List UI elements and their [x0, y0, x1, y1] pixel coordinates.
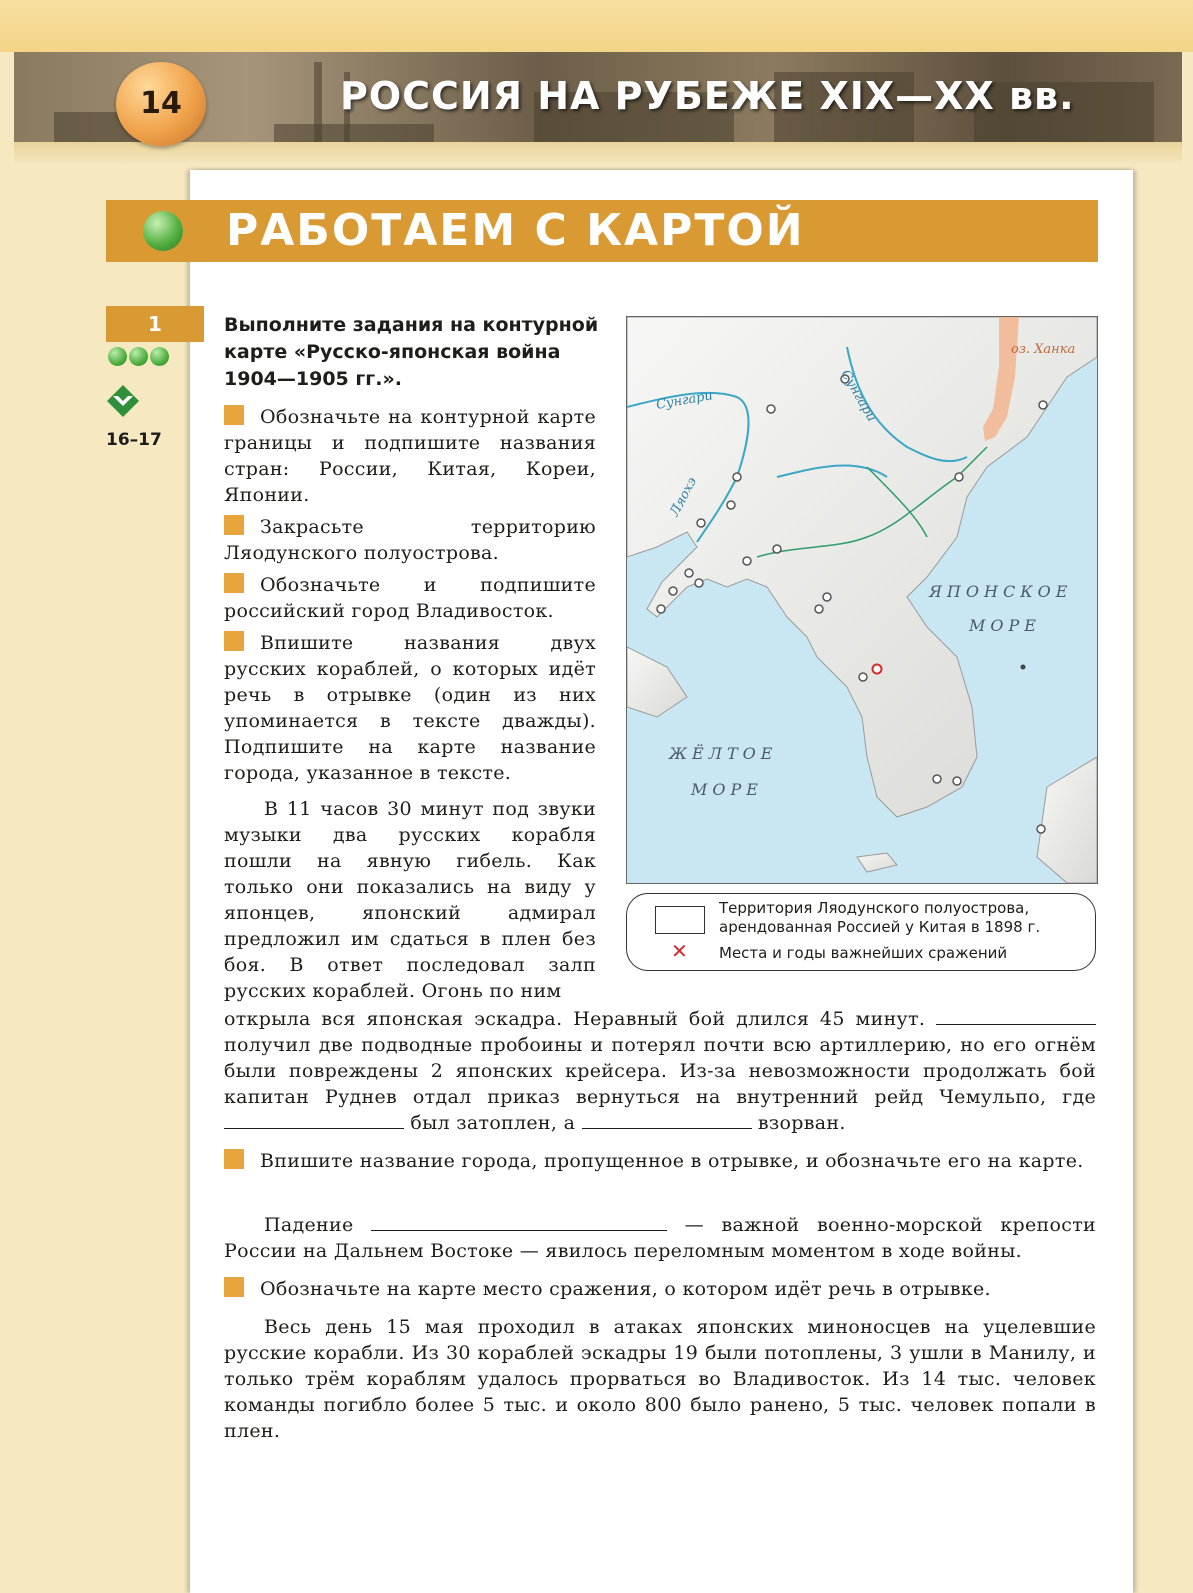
- task-item: Впишите названия двух русских кораблей, о которых идёт речь в отрывке (один из них упоминается в тексте дважды). Подпишите на карте название города, указанное в тексте.: [224, 632, 596, 784]
- page-reference-arrow-icon: [106, 384, 140, 418]
- city-marker: [859, 673, 867, 681]
- island-shape: [857, 853, 897, 872]
- top-strip: [0, 0, 1193, 52]
- square-bullet-icon: [224, 1149, 244, 1169]
- answer-blank-ship[interactable]: [224, 1114, 404, 1129]
- task-item: Впишите название города, пропущенное в отрывке, и обозначьте его на карте.: [224, 1148, 1096, 1174]
- legend-battles-label: Места и годы важнейших сражений: [719, 944, 1008, 962]
- task-intro: Выполните задания на контурной карте «Русско-японская война 1904—1905 гг.».: [224, 314, 599, 390]
- excerpt-3: Весь день 15 мая проходил в атаках японских миноносцев на уцелевшие русские корабли. Из 30 кораблей эскадры 19 были потоплены, 3 ушли в Манилу, и только трём кораблям удалось прорваться во Владивосток. Из 14 тыс. человек команды погибло более 5 тыс. и около 800 было ранено, 5 тыс. человек попали в плен.: [224, 1316, 1096, 1442]
- difficulty-dots: [108, 347, 171, 370]
- answer-blank-ship[interactable]: [582, 1114, 752, 1129]
- map-legend: [626, 893, 1096, 971]
- city-marker: [1037, 825, 1045, 833]
- task-item: Обозначьте на контурной карте границы и подпишите названия стран: России, Китая, Кореи, Японии.: [224, 406, 596, 506]
- city-marker: [697, 519, 705, 527]
- map-label-sea: МОРЕ: [969, 616, 1041, 635]
- city-marker: [743, 557, 751, 565]
- map-label-river: Ляохэ: [667, 474, 701, 519]
- difficulty-dot-icon: [129, 347, 148, 366]
- city-marker: [953, 777, 961, 785]
- task-number: 1: [106, 306, 204, 342]
- map-label-sea: ЯПОНСКОЕ: [929, 582, 1073, 601]
- difficulty-dot-icon: [150, 347, 169, 366]
- answer-blank-city[interactable]: [371, 1216, 667, 1231]
- square-bullet-icon: [224, 1277, 244, 1297]
- green-ball-icon: [143, 211, 183, 251]
- island-shape: [627, 647, 687, 717]
- city-marker: [815, 605, 823, 613]
- legend-territory-swatch: [655, 906, 705, 934]
- map-graphic: [627, 317, 1097, 883]
- city-marker: [773, 545, 781, 553]
- city-marker: [823, 593, 831, 601]
- city-marker: [657, 605, 665, 613]
- city-marker: [1039, 401, 1047, 409]
- square-bullet-icon: [224, 405, 244, 425]
- contour-map[interactable]: [626, 316, 1098, 884]
- square-bullet-icon: [224, 515, 244, 535]
- map-label-lake: оз. Ханка: [1011, 342, 1076, 357]
- map-label-sea: ЖЁЛТОЕ: [669, 744, 778, 763]
- square-bullet-icon: [224, 631, 244, 651]
- banner-shade: [14, 142, 1182, 166]
- task-item: Обозначьте и подпишите российский город Владивосток.: [224, 574, 596, 622]
- page-number: 14: [116, 62, 206, 146]
- legend-territory-label: Территория Ляодунского полуострова, арендованная Россией у Китая в 1898 г.: [719, 899, 1041, 936]
- city-marker: [685, 569, 693, 577]
- city-marker: [767, 405, 775, 413]
- island-shape: [1037, 757, 1097, 883]
- excerpt-2: Падение — важной военно-морской крепости России на Дальнем Востоке — явилось переломным моментом в ходе войны.: [224, 1214, 1096, 1262]
- map-label-river: Сунгари: [837, 367, 880, 425]
- city-marker: [955, 473, 963, 481]
- task-item: Обозначьте на карте место сражения, о котором идёт речь в отрывке.: [224, 1276, 1096, 1302]
- city-marker: [669, 587, 677, 595]
- city-marker-red: [873, 665, 882, 674]
- map-label-sea: МОРЕ: [691, 780, 763, 799]
- task-item: Закрасьте территорию Ляодунского полуострова.: [224, 516, 596, 564]
- city-marker: [733, 473, 741, 481]
- city-marker: [933, 775, 941, 783]
- city-marker: [727, 501, 735, 509]
- excerpt-1: В 11 часов 30 минут под звуки музыки два русских корабля пошли на явную гибель. Как только они показались на виду у японцев, японский адмирал предложил им сдаться в плен без боя. В ответ последовал залп русских кораблей. Огонь по ним: [224, 798, 596, 1002]
- city-marker: [695, 579, 703, 587]
- difficulty-dot-icon: [108, 347, 127, 366]
- page-reference: 16–17: [106, 430, 162, 450]
- chapter-title: РОССИЯ НА РУБЕЖЕ XIX—XX вв.: [340, 74, 1075, 118]
- answer-blank-ship[interactable]: [936, 1010, 1096, 1025]
- island-dot: [1021, 665, 1026, 670]
- map-label-river: Сунгари: [655, 388, 714, 413]
- section-title: РАБОТАЕМ С КАРТОЙ: [226, 205, 805, 256]
- battle-cross-icon: ✕: [671, 939, 688, 963]
- square-bullet-icon: [224, 573, 244, 593]
- excerpt-1-continued: открыла вся японская эскадра. Неравный бой длился 45 минут. получил две подводные пробоины и потерял почти всю артиллерию, но его огнём были повреждены 2 японских крейсера. Из-за невозможности продолжать бой капитан Руднев отдал приказ вернуться на внутренний рейд Чемульпо, где был затоплен, а взорван.: [224, 1008, 1096, 1134]
